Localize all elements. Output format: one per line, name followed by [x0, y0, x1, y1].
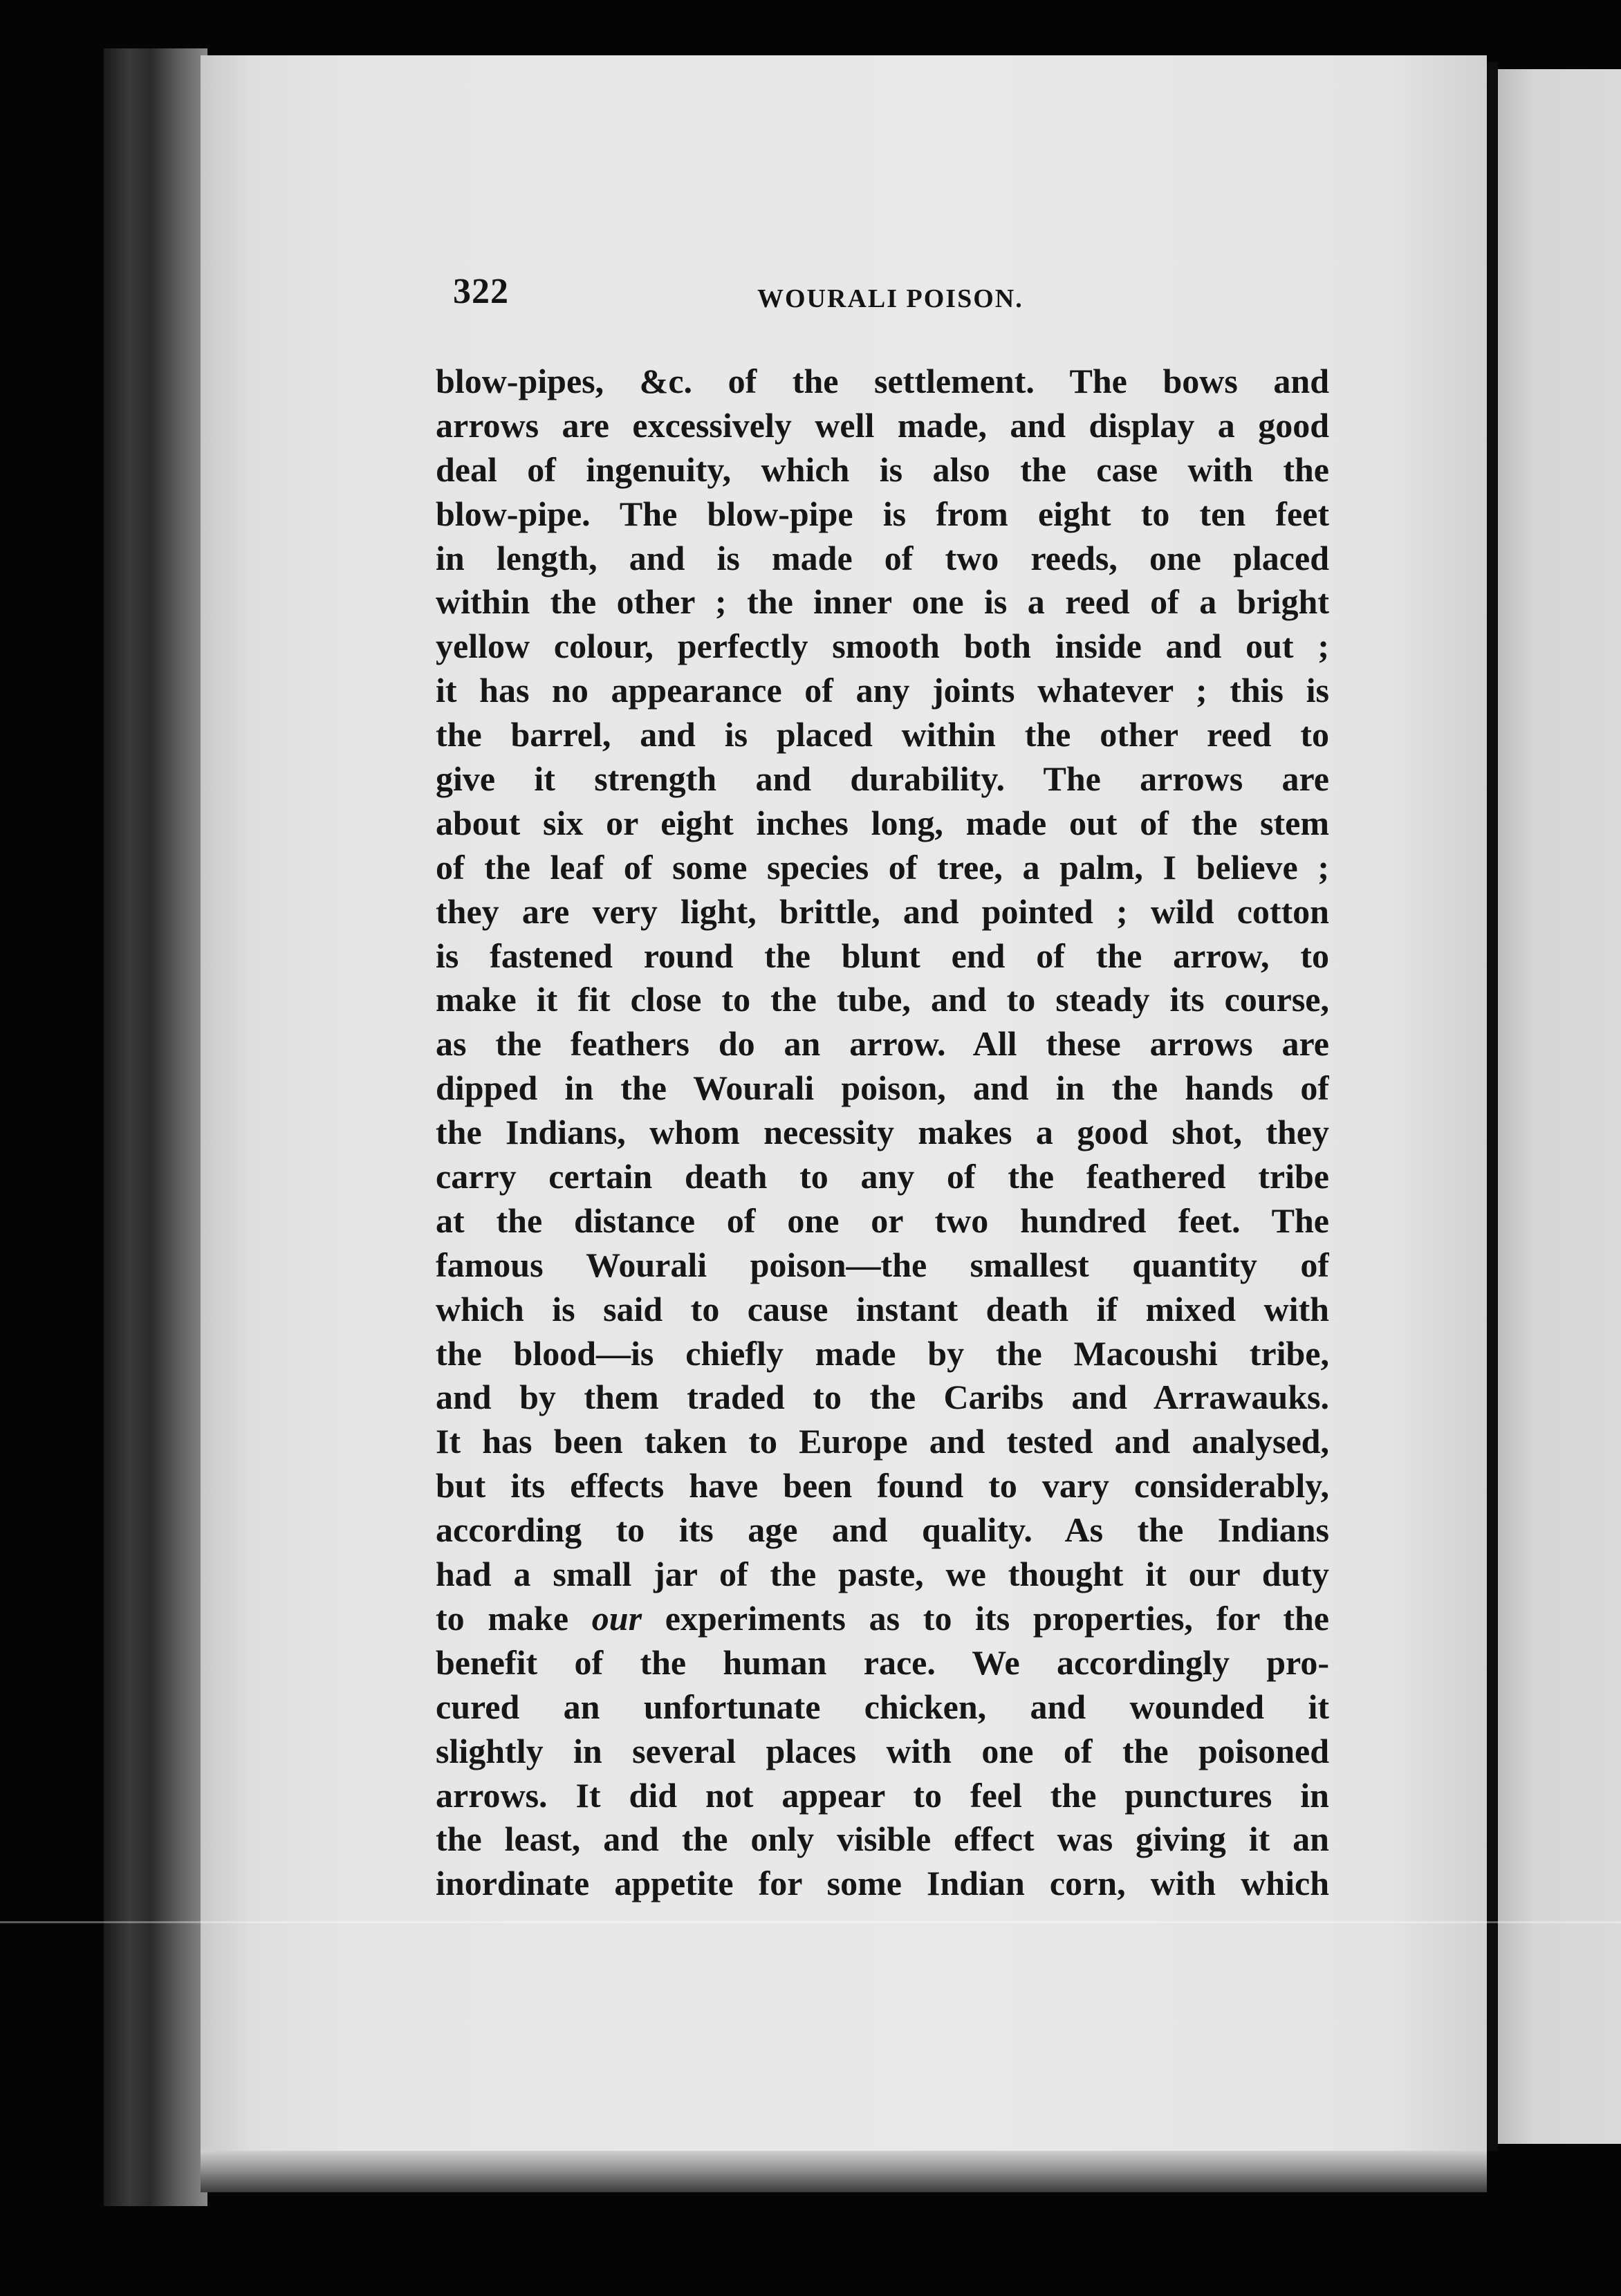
- text-line: benefit of the human race. We accordingly pro-: [436, 1642, 1329, 1682]
- text-line: deal of ingenuity, which is also the case with the: [436, 450, 1329, 489]
- text-line: make it fit close to the tube, and to steady its course,: [436, 980, 1329, 1019]
- text-line: about six or eight inches long, made out of the stem: [436, 803, 1329, 842]
- text-line: give it strength and durability. The arrows are: [436, 759, 1329, 799]
- scan-artifact-line: [0, 1921, 1621, 1923]
- running-head: WOURALI POISON.: [757, 284, 1023, 313]
- text-line: cured an unfortunate chicken, and wounded it: [436, 1687, 1329, 1726]
- text-line: inordinate appetite for some Indian corn, with which: [436, 1864, 1329, 1903]
- text-line: in length, and is made of two reeds, one placed: [436, 538, 1329, 577]
- text-line: arrows are excessively well made, and display a good: [436, 405, 1329, 445]
- text-line: the Indians, whom necessity makes a good shot, they: [436, 1113, 1329, 1152]
- text-line: blow-pipes, &c. of the settlement. The bows and: [436, 362, 1329, 400]
- text-line-italic-our: to make our experiments as to its properties, for the: [436, 1598, 1329, 1638]
- text-line: which is said to cause instant death if mixed with: [436, 1289, 1329, 1328]
- text-line: and by them traded to the Caribs and Arrawauks.: [436, 1378, 1329, 1417]
- text-line: the blood—is chiefly made by the Macoushi tribe,: [436, 1333, 1329, 1373]
- text-line: slightly in several places with one of the poisoned: [436, 1731, 1329, 1770]
- text-line: yellow colour, perfectly smooth both inside and out ;: [436, 627, 1329, 666]
- text-line: carry certain death to any of the feathered tribe: [436, 1157, 1329, 1196]
- text-line: the least, and the only visible effect was giving it an: [436, 1820, 1329, 1859]
- text-line: but its effects have been found to vary considerably,: [436, 1466, 1329, 1506]
- gutter: [1487, 62, 1498, 2151]
- text-line: at the distance of one or two hundred feet. The: [436, 1201, 1329, 1240]
- book-edge: [104, 48, 207, 2206]
- text-line: had a small jar of the paste, we thought it our duty: [436, 1555, 1329, 1594]
- text-line: the barrel, and is placed within the other reed to: [436, 715, 1329, 754]
- text-line: famous Wourali poison—the smallest quantity of: [436, 1245, 1329, 1284]
- page-number: 322: [453, 272, 509, 311]
- text-line: as the feathers do an arrow. All these arrows are: [436, 1024, 1329, 1064]
- page-bottom-edge: [201, 2151, 1487, 2192]
- text-line: of the leaf of some species of tree, a palm, I believe ;: [436, 847, 1329, 887]
- page-header: [453, 271, 1324, 326]
- text-line: according to its age and quality. As the Indians: [436, 1510, 1329, 1550]
- text-line: they are very light, brittle, and pointed ; wild cotton: [436, 891, 1329, 931]
- text-line: dipped in the Wourali poison, and in the hands of: [436, 1068, 1329, 1108]
- text-line: arrows. It did not appear to feel the punctures in: [436, 1775, 1329, 1815]
- text-line: is fastened round the blunt end of the arrow, to: [436, 936, 1329, 975]
- text-line: It has been taken to Europe and tested and analysed,: [436, 1422, 1329, 1461]
- body-text: [436, 360, 1329, 1906]
- text-line: it has no appearance of any joints whatever ; this is: [436, 671, 1329, 710]
- text-line: blow-pipe. The blow-pipe is from eight to ten feet: [436, 494, 1329, 533]
- text-line: within the other ; the inner one is a reed of a bright: [436, 582, 1329, 622]
- adjacent-page-edge: [1498, 69, 1621, 2144]
